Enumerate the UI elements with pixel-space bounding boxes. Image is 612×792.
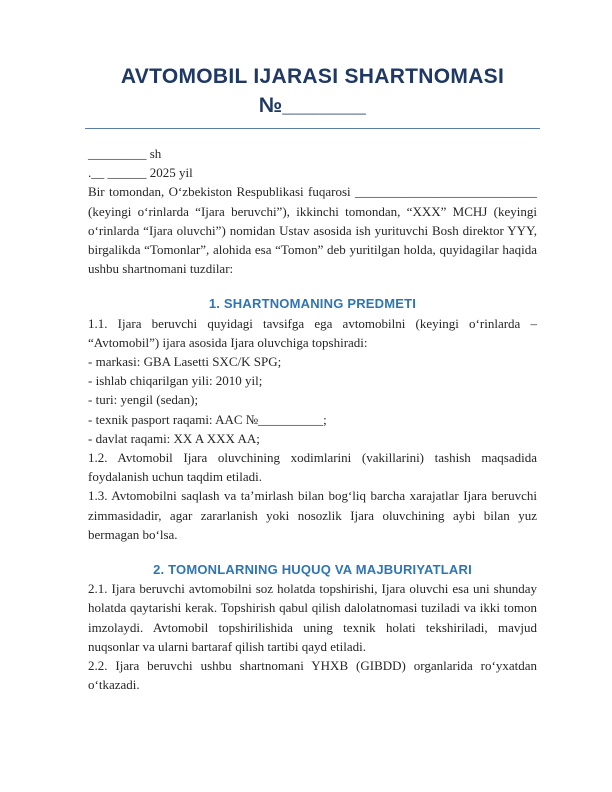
date-blank-line: .__ ______ 2025 yil [88, 165, 193, 181]
clause-1-2: 1.2. Avtomobil Ijara oluvchining xodimlarini (vakillarini) tashish maqsadida foydalanish uchun taqdim etiladi. [88, 450, 537, 485]
clause-2-2: 2.2. Ijara beruvchi ushbu shartnomani YHXB (GIBDD) organlarida ro‘yxatdan o‘tkazadi. [88, 658, 537, 693]
clause-1-1: 1.1. Ijara beruvchi quyidagi tavsifga ega avtomobilni (keyingi o‘rinlarda – “Avtomobil”) ijara asosida Ijara oluvchiga topshiradi: [88, 315, 537, 350]
document-title-number-line: №_______ [258, 94, 367, 117]
city-blank-line: _________ sh [88, 146, 162, 161]
section-2-heading: 2. TOMONLARNING HUQUQ VA MAJBURIYATLARI [153, 562, 472, 578]
section-1-heading: 1. SHARTNOMANING PREDMETI [208, 296, 417, 312]
spec-item-type: - turi: yengil (sedan); [88, 392, 199, 408]
spec-item-year: - ishlab chiqarilgan yili: 2010 yil; [88, 373, 263, 389]
clause-2-1: 2.1. Ijara beruvchi avtomobilni soz holatda topshirishi, Ijara oluvchi esa uni shunday holatda qaytarishi kerak. Topshirish qabul qilish dalolatnomasi tuziladi va ikki tomon imzolaydi. Avtomobil topshirilishida uning texnik holati tekshiriladi, mavjud nuqsonlar va ularni bartaraf qilish tartibi qayd etiladi. [88, 581, 537, 654]
spec-item-brand: - markasi: GBA Lasetti SXC/K SPG; [88, 354, 282, 370]
spec-item-passport: - texnik pasport raqami: AAC №__________; [88, 411, 327, 427]
clause-1-3: 1.3. Avtomobilni saqlash va ta’mirlash bilan bog‘liq barcha xarajatlar Ijara beruvchi zimmasidadir, agar zararlanish yoki nosozlik Ijara oluvchining aybi bilan yuz bermagan bo‘lsa. [88, 488, 537, 542]
preamble-paragraph: Bir tomondan, O‘zbekiston Respublikasi fuqarosi ____________________________ (keyingi o‘rinlarda “Ijara beruvchi”), ikkinchi tomondan, “XXX” MCHJ (keyingi o‘rinlarda “Ijara oluvchi”) nomidan Ustav asosida ish yurituvchi Bosh direktor YYY, birgalikda “Tomonlar”, alohida esa “Tomon” deb yuritilgan holda, quyidagilar haqida ushbu shartnomani tuzdilar: [88, 184, 537, 277]
spec-item-plate: - davlat raqami: XX A XXX AA; [88, 430, 260, 446]
document-title-line1: AVTOMOBIL IJARASI SHARTNOMASI [120, 65, 505, 88]
title-divider-line [85, 128, 540, 129]
document-title [88, 62, 537, 120]
